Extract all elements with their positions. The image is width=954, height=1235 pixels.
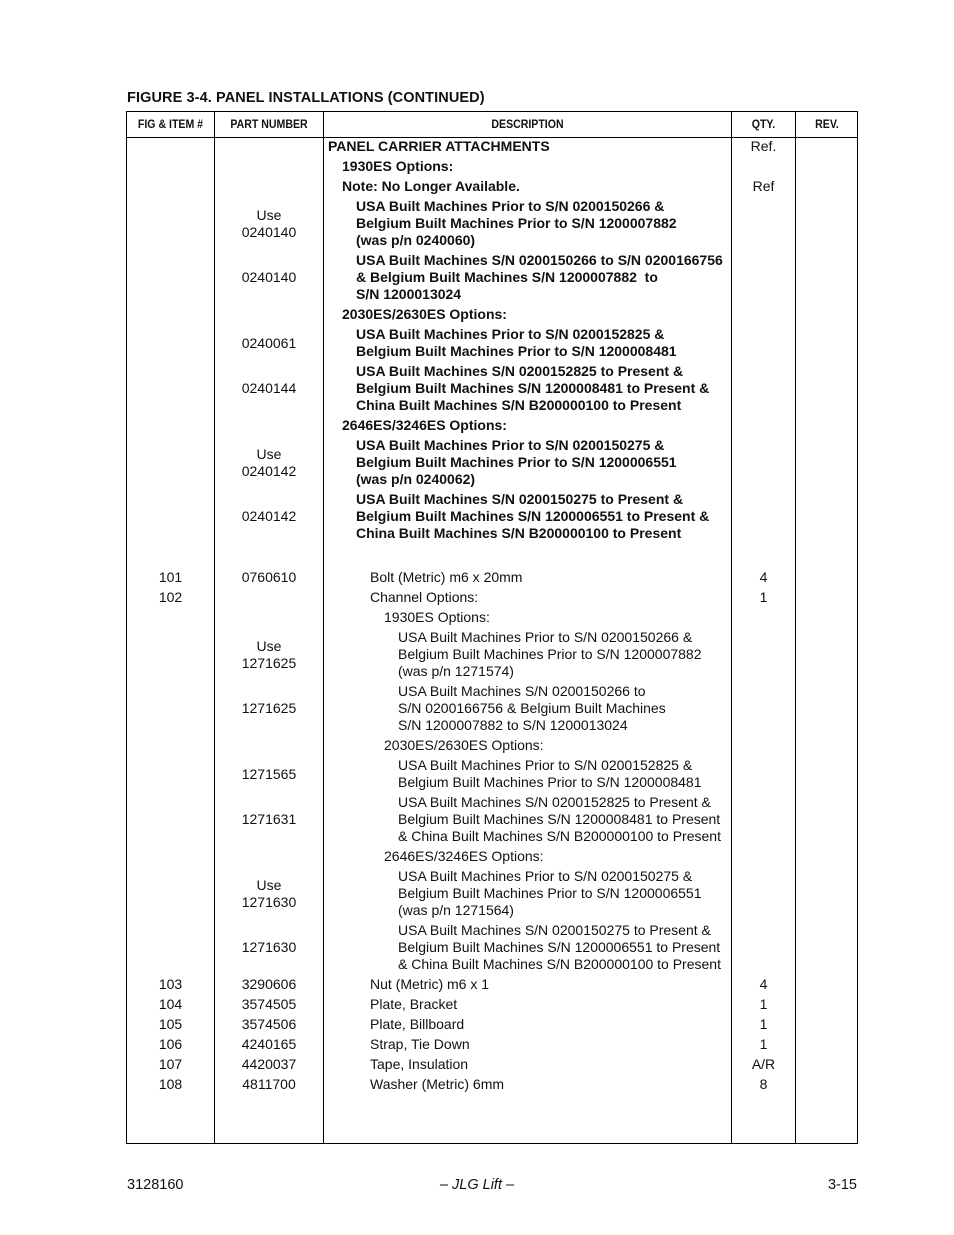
part-number: 0240061	[241, 335, 297, 351]
description: Bolt (Metric) m6 x 20mm	[370, 569, 523, 585]
quantity: Ref	[752, 178, 775, 194]
quantity: 1	[759, 589, 768, 605]
page-number: 3-15	[827, 1177, 857, 1193]
figure-title: FIGURE 3-4. PANEL INSTALLATIONS (CONTINUED)	[127, 90, 485, 106]
fig-item-number: 101	[158, 569, 183, 585]
part-number: 1271631	[241, 811, 297, 827]
description: 2030ES/2630ES Options:	[384, 737, 544, 753]
header-qty: QTY.	[751, 117, 776, 131]
quantity: 8	[759, 1076, 768, 1092]
part-number: 0240140	[241, 269, 297, 285]
footer-brand: – JLG Lift –	[439, 1177, 515, 1193]
quantity: 1	[759, 1036, 768, 1052]
header-fig-item: FIG & ITEM #	[137, 117, 204, 131]
part-number: 0760610	[241, 569, 297, 585]
description: USA Built Machines S/N 0200150266 to S/N 0200166756 & Belgium Built Machines S/N 1200007882 to S/N 1200013024	[356, 252, 723, 302]
quantity: 4	[759, 976, 768, 992]
quantity: A/R	[751, 1056, 776, 1072]
part-number: 0240144	[241, 380, 297, 396]
fig-item-number: 107	[158, 1056, 183, 1072]
part-number: 3574505	[241, 996, 297, 1012]
description: Plate, Billboard	[370, 1016, 465, 1032]
part-number: 4240165	[241, 1036, 297, 1052]
parts-table	[126, 111, 858, 1144]
description: USA Built Machines Prior to S/N 0200150275 & Belgium Built Machines Prior to S/N 1200006551 (was p/n 0240062)	[356, 437, 677, 487]
part-number: Use 1271625	[241, 638, 297, 671]
fig-item-number: 104	[158, 996, 183, 1012]
description: USA Built Machines Prior to S/N 0200150266 & Belgium Built Machines Prior to S/N 1200007882 (was p/n 0240060)	[356, 198, 677, 248]
part-number: 4811700	[242, 1076, 296, 1092]
description: USA Built Machines Prior to S/N 0200150266 & Belgium Built Machines Prior to S/N 1200007882 (was p/n 1271574)	[398, 629, 702, 679]
fig-item-number: 103	[158, 976, 183, 992]
part-number: Use 0240142	[241, 446, 297, 479]
description: Tape, Insulation	[370, 1056, 469, 1072]
part-number: 1271630	[241, 939, 297, 955]
description: USA Built Machines Prior to S/N 0200152825 & Belgium Built Machines Prior to S/N 1200008481	[398, 757, 702, 790]
part-number: 1271625	[241, 700, 297, 716]
description: USA Built Machines Prior to S/N 0200150275 & Belgium Built Machines Prior to S/N 1200006551 (was p/n 1271564)	[398, 868, 702, 918]
description: 2030ES/2630ES Options:	[342, 306, 507, 322]
description: USA Built Machines Prior to S/N 0200152825 & Belgium Built Machines Prior to S/N 1200008481	[356, 326, 677, 359]
header-part-number: PART NUMBER	[230, 117, 308, 131]
fig-item-number: 105	[158, 1016, 183, 1032]
description: Channel Options:	[370, 589, 479, 605]
fig-item-number: 106	[158, 1036, 183, 1052]
description: 1930ES Options:	[342, 158, 454, 174]
part-number: Use 1271630	[241, 877, 297, 910]
description: USA Built Machines S/N 0200150275 to Present & Belgium Built Machines S/N 1200006551 to Present & China Built Machines S/N B200000100 to Present	[398, 922, 721, 972]
doc-number: 3128160	[127, 1177, 184, 1193]
description: USA Built Machines S/N 0200150266 to S/N 0200166756 & Belgium Built Machines S/N 1200007882 to S/N 1200013024	[398, 683, 666, 733]
table-body	[127, 112, 857, 1143]
description: Note: No Longer Available.	[342, 178, 520, 194]
description: Strap, Tie Down	[370, 1036, 470, 1052]
description: Washer (Metric) 6mm	[370, 1076, 505, 1092]
part-number: 3574506	[241, 1016, 297, 1032]
header-rev: REV.	[815, 117, 839, 131]
quantity: Ref.	[750, 138, 777, 154]
fig-item-number: 102	[158, 589, 183, 605]
fig-item-number: 108	[158, 1076, 183, 1092]
description: USA Built Machines S/N 0200152825 to Present & Belgium Built Machines S/N 1200008481 to Present & China Built Machines S/N B200000100 to Present	[356, 363, 710, 413]
description: USA Built Machines S/N 0200152825 to Present & Belgium Built Machines S/N 1200008481 to Present & China Built Machines S/N B200000100 to Present	[398, 794, 721, 844]
part-number: Use 0240140	[241, 207, 297, 240]
quantity: 1	[759, 1016, 768, 1032]
part-number: 1271565	[241, 766, 297, 782]
description: USA Built Machines S/N 0200150275 to Present & Belgium Built Machines S/N 1200006551 to Present & China Built Machines S/N B200000100 to Present	[356, 491, 710, 541]
part-number: 3290606	[241, 976, 297, 992]
description: 2646ES/3246ES Options:	[342, 417, 507, 433]
description: Nut (Metric) m6 x 1	[370, 976, 490, 992]
header-description: DESCRIPTION	[491, 117, 564, 131]
part-number: 0240142	[241, 508, 297, 524]
description: PANEL CARRIER ATTACHMENTS	[328, 138, 550, 154]
quantity: 1	[759, 996, 768, 1012]
quantity: 4	[759, 569, 768, 585]
description: Plate, Bracket	[370, 996, 458, 1012]
part-number: 4420037	[241, 1056, 297, 1072]
description: 1930ES Options:	[384, 609, 490, 625]
description: 2646ES/3246ES Options:	[384, 848, 544, 864]
